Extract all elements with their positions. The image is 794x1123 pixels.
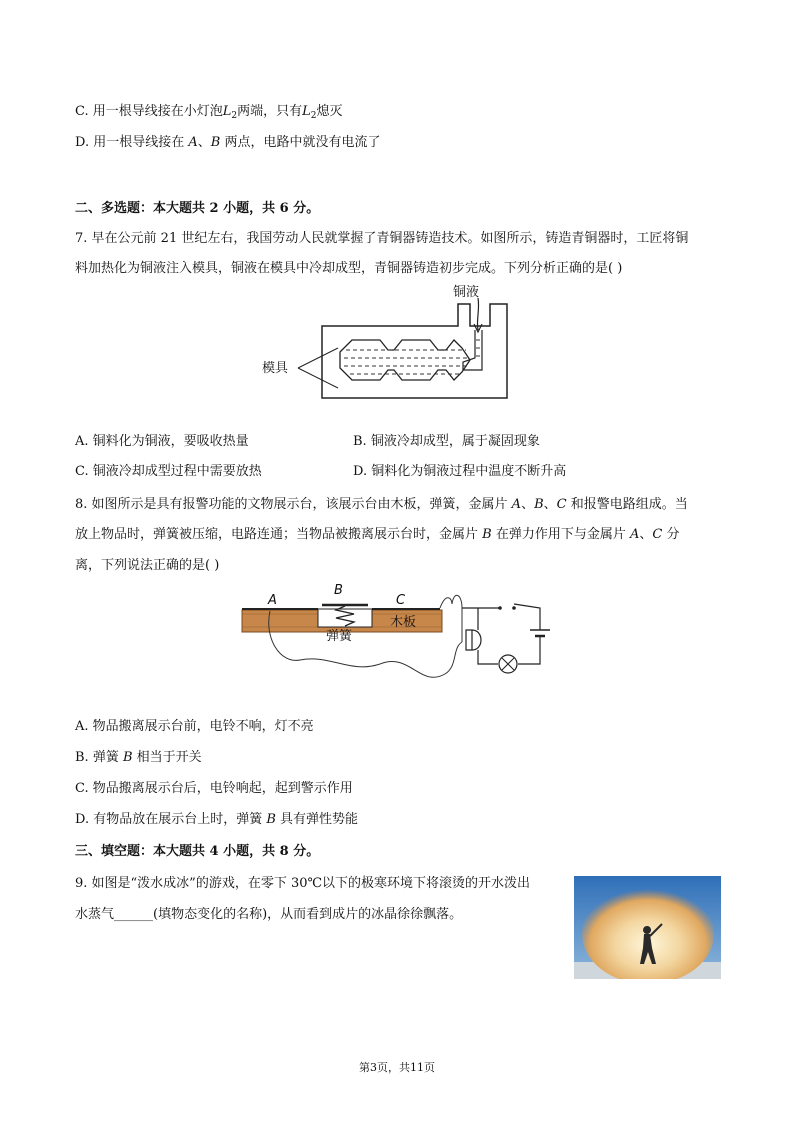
q8-option-a: A. 物品搬离展示台前，电铃不响，灯不亮	[75, 719, 314, 734]
var-c: C	[652, 527, 663, 542]
var-b: B	[210, 135, 221, 150]
subscript: 2	[310, 111, 317, 121]
q7-line-1: 7. 早在公元前 21 世纪左右，我国劳动人民就掌握了青铜器铸造技术。如图所示，铸造青铜器时，工匠将铜	[75, 231, 689, 246]
text: 和报警电路组成。当	[566, 497, 688, 512]
label-mold: 模具	[262, 361, 289, 376]
q7-option-a: A. 铜料化为铜液，要吸收热量	[75, 434, 249, 449]
separator: 、	[543, 497, 557, 512]
bell	[466, 630, 481, 650]
option-text: 用一根导线接在小灯泡	[88, 104, 223, 119]
var-b: B	[266, 812, 276, 827]
label-c: C	[396, 593, 406, 608]
circuit-wire	[462, 604, 540, 664]
separator: 、	[639, 527, 653, 542]
subscript: 2	[231, 111, 238, 121]
label-a: A	[268, 593, 277, 608]
q9-line-2: 水蒸气______(填物态变化的名称)，从而看到成片的冰晶徐徐飘落。	[75, 907, 463, 922]
wire-c	[440, 595, 462, 642]
q8-line-2	[75, 526, 679, 544]
q8-alarm-figure	[0, 578, 794, 698]
q8-line-3: 离，下列说法正确的是( )	[75, 558, 220, 573]
q8-line-1	[75, 496, 688, 514]
text: 放上物品时，弹簧被压缩，电路连通；当物品被搬离展示台时，金属片	[75, 527, 483, 542]
q7-mold-figure	[0, 280, 794, 410]
q9-photo	[574, 876, 721, 979]
q7-line-2: 料加热化为铜液注入模具，铜液在模具中冷却成型，青铜器铸造初步完成。下列分析正确的是( )	[75, 261, 623, 276]
text: 分	[662, 527, 680, 542]
var-c: C	[556, 497, 567, 512]
var-a: A	[188, 135, 198, 150]
liquid-dashes	[344, 340, 481, 374]
option-text: 熄灭	[316, 104, 343, 119]
option-text: D. 有物品放在展示台上时，弹簧	[75, 812, 267, 827]
q8-option-c: C. 物品搬离展示台后，电铃响起，起到警示作用	[75, 781, 353, 796]
label-spring: 弹簧	[326, 629, 353, 644]
text: 在弹力作用下与金属片	[491, 527, 630, 542]
q8-option-b	[75, 749, 202, 767]
text: 8. 如图所示是具有报警功能的文物展示台，该展示台由木板，弹簧，金属片	[75, 497, 512, 512]
option-label: C.	[75, 104, 89, 119]
q9-line-1: 9. 如图是“泼水成冰”的游戏，在零下 30℃以下的极寒环境下将滚烫的开水泼出	[75, 876, 531, 891]
var-b: B	[482, 527, 492, 542]
q7-option-d: D. 铜料化为铜液过程中温度不断升高	[353, 464, 567, 479]
option-text: 相当于开关	[132, 750, 202, 765]
q7-option-c: C. 铜液冷却成型过程中需要放热	[75, 464, 262, 479]
var-b: B	[534, 497, 544, 512]
label-copper-liquid: 铜液	[453, 285, 480, 300]
label-board: 木板	[390, 615, 417, 630]
q7-option-b: B. 铜液冷却成型，属于凝固现象	[353, 434, 540, 449]
section-3-title: 三、填空题：本大题共 4 小题，共 8 分。	[75, 844, 320, 859]
option-text: 两点，电路中就没有电流了	[220, 135, 381, 150]
mold-outline	[322, 304, 507, 398]
option-text: B. 弹簧	[75, 750, 123, 765]
separator: 、	[521, 497, 535, 512]
option-text: 具有弹性势能	[275, 812, 359, 827]
option-text: 用一根导线接在	[89, 135, 189, 150]
page-footer: 第3页，共11页	[359, 1061, 435, 1074]
label-b: B	[334, 583, 343, 598]
copper-flow-arrow	[477, 298, 478, 330]
section-2-title: 二、多选题：本大题共 2 小题，共 6 分。	[75, 201, 320, 216]
var-l: L	[222, 104, 232, 119]
var-a: A	[511, 497, 522, 512]
var-a: A	[629, 527, 640, 542]
var-l: L	[302, 104, 311, 119]
option-label: D.	[75, 135, 90, 150]
separator: 、	[197, 135, 211, 150]
var-b: B	[122, 750, 133, 765]
q6-option-c	[75, 103, 343, 125]
q8-option-d	[75, 811, 358, 829]
option-text: 两端，只有	[237, 104, 303, 119]
q6-option-d	[75, 134, 380, 152]
